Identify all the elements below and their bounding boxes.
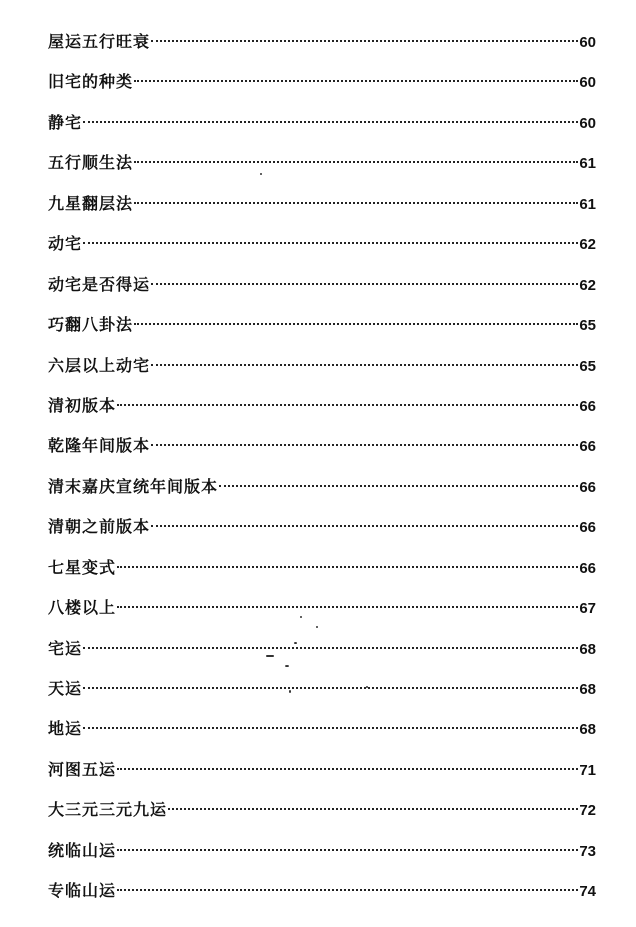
scan-speck bbox=[366, 686, 368, 688]
toc-entry bbox=[48, 103, 596, 143]
dot-leader bbox=[219, 485, 578, 487]
dot-leader bbox=[168, 808, 578, 810]
toc-entry-page: 66 bbox=[579, 478, 596, 496]
toc-entry-page: 74 bbox=[579, 883, 596, 901]
dot-leader bbox=[134, 323, 578, 325]
scan-speck bbox=[285, 665, 289, 667]
toc-entry-page: 65 bbox=[579, 317, 596, 335]
toc-entry bbox=[48, 750, 596, 790]
toc-entry-page: 71 bbox=[579, 761, 596, 779]
dot-leader bbox=[117, 768, 578, 770]
toc-entry-page: 66 bbox=[579, 438, 596, 456]
toc-entry bbox=[48, 305, 596, 345]
toc-entry-page: 72 bbox=[579, 802, 596, 820]
toc-entry bbox=[48, 184, 596, 224]
dot-leader bbox=[117, 566, 578, 568]
toc-entry bbox=[48, 507, 596, 547]
toc-entry-title: 六层以上动宅 bbox=[48, 355, 151, 375]
toc-entry-page: 65 bbox=[579, 357, 596, 375]
toc-entry bbox=[48, 871, 596, 911]
toc-entry-page: 68 bbox=[579, 721, 596, 739]
scan-speck bbox=[316, 626, 318, 628]
scan-speck bbox=[289, 690, 291, 693]
toc-entry-page: 61 bbox=[579, 155, 596, 173]
dot-leader bbox=[117, 889, 578, 891]
toc-entry bbox=[48, 143, 596, 183]
dot-leader bbox=[134, 80, 578, 82]
toc-entry-page: 62 bbox=[579, 236, 596, 254]
toc-entry-title: 清末嘉庆宣统年间版本 bbox=[48, 476, 219, 496]
toc-entry bbox=[48, 386, 596, 426]
toc-entry bbox=[48, 265, 596, 305]
toc-entry bbox=[48, 831, 596, 871]
toc-entry-page: 68 bbox=[579, 681, 596, 698]
dot-leader bbox=[83, 647, 578, 649]
toc-entry bbox=[48, 62, 596, 102]
toc-entry-title: 旧宅的种类 bbox=[48, 72, 134, 92]
toc-entry-page: 66 bbox=[579, 519, 596, 537]
toc-entry-page: 61 bbox=[579, 195, 596, 213]
toc-entry-title: 清朝之前版本 bbox=[48, 517, 151, 537]
dot-leader bbox=[151, 364, 578, 366]
toc-entry-title: 河图五运 bbox=[48, 759, 117, 779]
toc-entry-title: 九星翻层法 bbox=[48, 193, 134, 213]
toc-entry-title: 天运 bbox=[48, 679, 83, 698]
toc-entry bbox=[48, 709, 596, 749]
scan-speck bbox=[294, 642, 297, 644]
toc-entry-page: 66 bbox=[579, 559, 596, 577]
toc-entry bbox=[48, 588, 596, 628]
toc-entry-title: 大三元三元九运 bbox=[48, 800, 168, 820]
toc-entry-title: 统临山运 bbox=[48, 840, 117, 860]
scan-speck bbox=[300, 616, 302, 618]
toc-entry-title: 动宅是否得运 bbox=[48, 274, 151, 294]
dot-leader bbox=[151, 525, 578, 527]
dot-leader bbox=[134, 202, 578, 204]
toc-entry bbox=[48, 224, 596, 264]
toc-entry-page: 66 bbox=[579, 397, 596, 415]
toc-entry bbox=[48, 426, 596, 466]
toc-entry bbox=[48, 22, 596, 62]
toc-entry-title: 屋运五行旺衰 bbox=[48, 32, 151, 51]
scan-speck bbox=[266, 655, 274, 657]
toc-entry-title: 地运 bbox=[48, 719, 83, 739]
toc-entry-title: 八楼以上 bbox=[48, 598, 117, 618]
toc-entry-page: 73 bbox=[579, 842, 596, 860]
dot-leader bbox=[151, 283, 578, 285]
scan-speck bbox=[260, 173, 262, 175]
dot-leader bbox=[117, 404, 578, 406]
toc-entry bbox=[48, 790, 596, 830]
table-of-contents bbox=[48, 22, 596, 912]
toc-entry-title: 七星变式 bbox=[48, 557, 117, 577]
toc-entry-page: 67 bbox=[579, 600, 596, 618]
dot-leader bbox=[83, 727, 578, 729]
dot-leader bbox=[117, 606, 578, 608]
toc-entry-title: 巧翻八卦法 bbox=[48, 315, 134, 335]
toc-entry-page: 68 bbox=[579, 640, 596, 658]
toc-entry bbox=[48, 467, 596, 507]
toc-entry-page: 62 bbox=[579, 276, 596, 294]
dot-leader bbox=[83, 121, 578, 123]
dot-leader bbox=[83, 687, 578, 689]
toc-entry-title: 乾隆年间版本 bbox=[48, 436, 151, 456]
dot-leader bbox=[117, 849, 578, 851]
toc-entry-page: 60 bbox=[579, 114, 596, 132]
toc-entry-title: 动宅 bbox=[48, 234, 83, 254]
toc-entry bbox=[48, 346, 596, 386]
toc-entry-title: 静宅 bbox=[48, 112, 83, 132]
toc-entry-page: 60 bbox=[579, 34, 596, 51]
toc-entry bbox=[48, 629, 596, 669]
toc-entry-title: 五行顺生法 bbox=[48, 153, 134, 173]
toc-entry-page: 60 bbox=[579, 74, 596, 92]
toc-entry-title: 清初版本 bbox=[48, 395, 117, 415]
dot-leader bbox=[151, 444, 578, 446]
dot-leader bbox=[83, 242, 578, 244]
toc-entry-title: 宅运 bbox=[48, 638, 83, 658]
toc-entry bbox=[48, 669, 596, 709]
toc-entry bbox=[48, 548, 596, 588]
dot-leader bbox=[134, 161, 578, 163]
dot-leader bbox=[151, 40, 578, 42]
toc-entry-title: 专临山运 bbox=[48, 881, 117, 901]
